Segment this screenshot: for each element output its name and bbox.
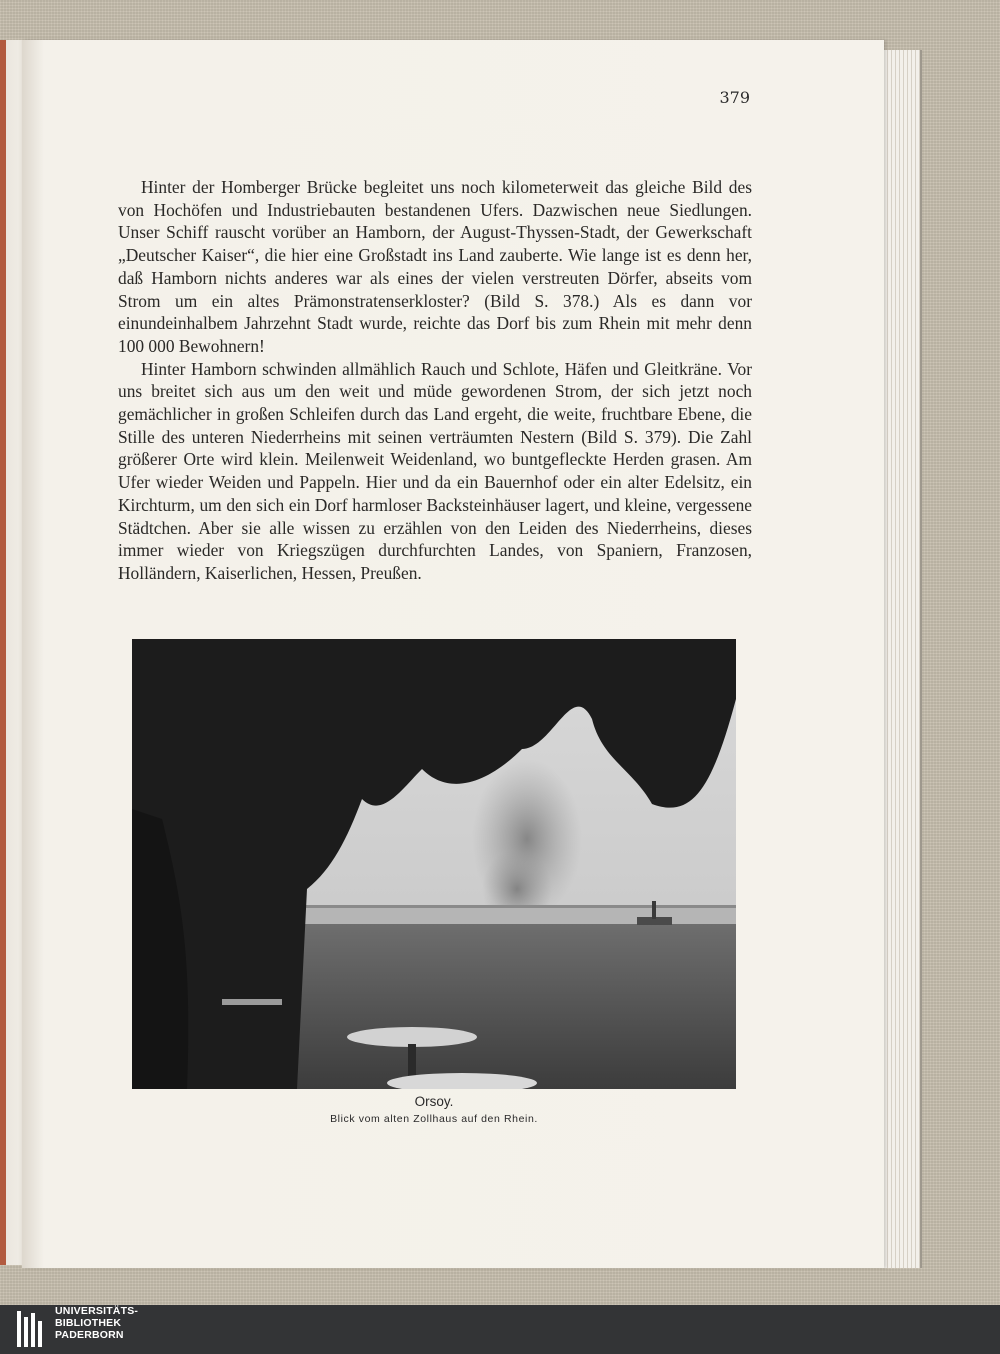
paragraph-2: Hinter Hamborn schwinden allmählich Rauch und Schlote, Häfen und Gleitkräne. Vor uns breitet sich aus um den weit und müde gewordenen Strom, der sich jetzt noch gemächlicher in großen Schleifen durch das Land ergeht, die weite, fruchtbare Ebene, die Stille des unteren Niederrheins mit seinen verträumten Nestern (Bild S. 379). Die Zahl größerer Orte wird klein. Meilenweit Weidenland, wo buntgefleckte Herden grasen. Am Ufer wieder Weiden und Pappeln. Hier und da ein Bauernhof oder ein alter Edelsitz, ein Kirchturm, um den sich ein Dorf harmloser Backsteinhäuser lagert, und kleine, vergessene Städtchen. Aber sie alle wissen zu erzählen von den Leiden des Niederrheins, dieses immer wieder von Kriegszügen durchfurchten Landes, von Spaniern, Franzosen, Holländern, Kaiserlichen, Hessen, Preußen. (118, 358, 752, 583)
far-shore (282, 905, 736, 908)
body-text (118, 176, 752, 585)
photo-orsoy-rhine (132, 639, 736, 1089)
library-name-line-1: UNIVERSITÄTS- (55, 1305, 139, 1317)
library-logo-icon (16, 1309, 48, 1349)
library-name-line-2: BIBLIOTHEK (55, 1316, 122, 1329)
left-page-red-edge (0, 40, 6, 1265)
library-name-line-3: PADERBORN (55, 1328, 124, 1341)
figure-caption: Blick vom alten Zollhaus auf den Rhein. (330, 1113, 538, 1125)
library-name (55, 1306, 138, 1341)
photo-illustration (132, 639, 736, 1089)
library-footer-bar (0, 1305, 1000, 1354)
paragraph-1: Hinter der Homberger Brücke begleitet uns noch kilometerweit das gleiche Bild des von Hochöfen und Industriebauten bestandenen Ufers. Dazwischen neue Siedlungen. Unser Schiff rauscht vorüber an Hamborn, der August-Thyssen-Stadt, der Gewerkschaft „Deutscher Kaiser“, die hier eine Großstadt ins Land zauberte. Wie lange ist es denn her, daß Hamborn nichts anderes war als eines der vielen verstreuten Dörfer, abseits vom Strom um ein altes Prämonstratenserkloster? (Bild S. 378.) Als es dann vor einundeinhalbem Jahrzehnt Stadt wurde, reichte das Dorf bis zum Rhein mit mehr denn 100 000 Bewohnern! (118, 177, 752, 356)
page-number: 379 (719, 88, 750, 107)
garden-bench (222, 999, 282, 1005)
steamboat-chimney (652, 901, 656, 919)
figure-title: Orsoy. (414, 1094, 454, 1109)
